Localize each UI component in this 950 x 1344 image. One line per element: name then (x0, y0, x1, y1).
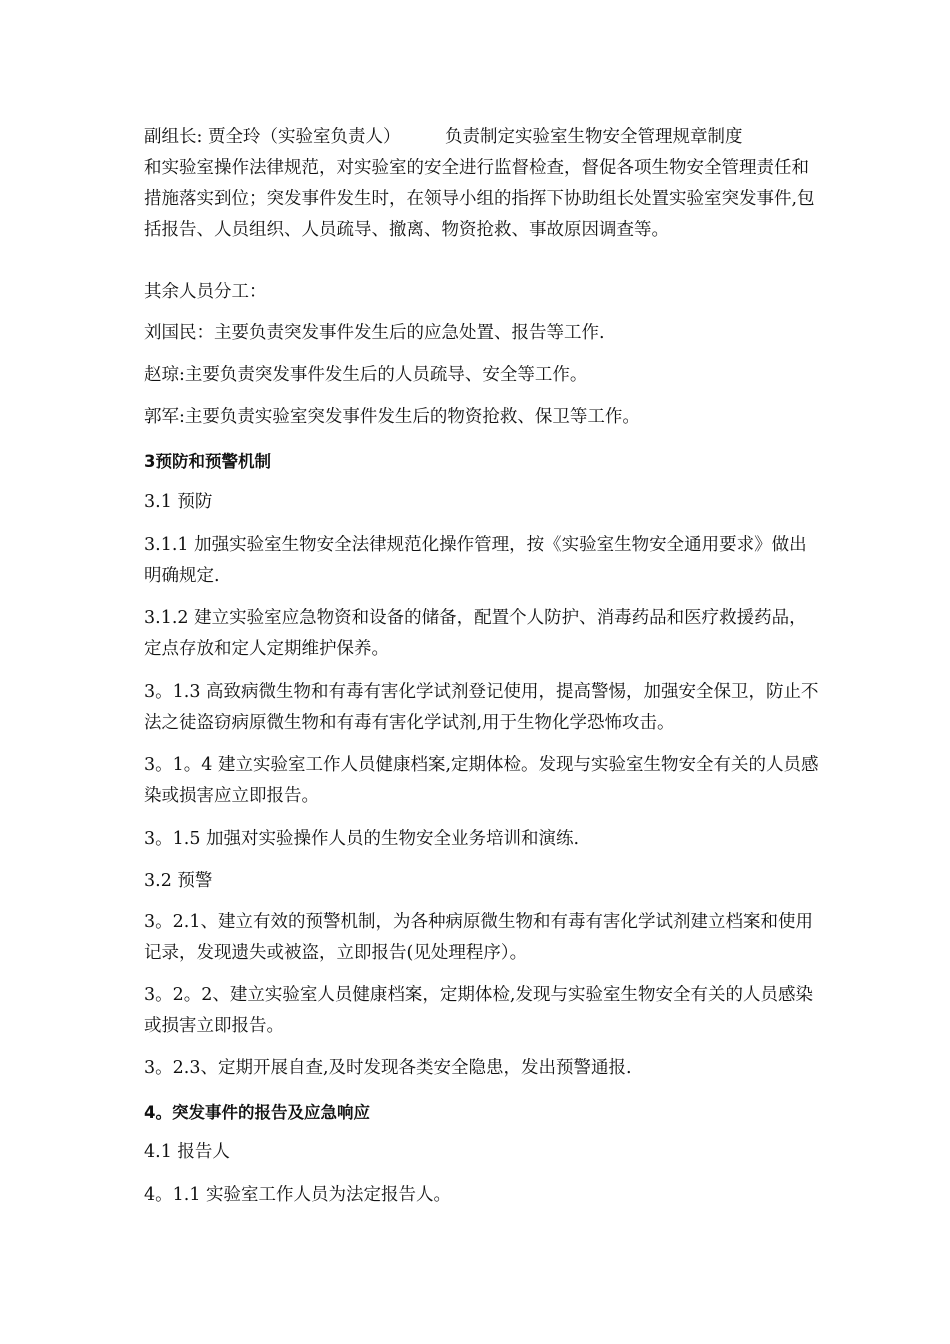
deputy-leader-line: 副组长: 贾全玲（实验室负责人） 负责制定实验室生物安全管理规章制度 (144, 127, 743, 147)
section-3-1-heading: 3.1 预防 (144, 492, 213, 512)
duty-liu: 刘国民：主要负责突发事件发生后的应急处置、报告等工作. (144, 323, 605, 343)
item-3-2-2: 3。2。2、建立实验室人员健康档案，定期体检,发现与实验室生物安全有关的人员感染或损害立即报告。 (144, 985, 813, 1036)
item-3-1-4: 3。1。4 建立实验室工作人员健康档案,定期体检。发现与实验室生物安全有关的人员感染或损害应立即报告。 (144, 755, 819, 806)
item-3-2-3: 3。2.3、定期开展自查,及时发现各类安全隐患，发出预警通报. (144, 1058, 632, 1078)
duty-guo: 郭军:主要负责实验室突发事件发生后的物资抢救、保卫等工作。 (144, 407, 640, 427)
item-4-1-1: 4。1.1 实验室工作人员为法定报告人。 (144, 1185, 452, 1205)
item-3-1-3: 3。1.3 高致病微生物和有毒有害化学试剂登记使用，提高警惕，加强安全保卫，防止不法之徒盗窃病原微生物和有毒有害化学试剂,用于生物化学恐怖攻击。 (144, 682, 819, 733)
section-3-2-heading: 3.2 预警 (144, 871, 213, 891)
section-4-1-heading: 4.1 报告人 (144, 1142, 230, 1162)
item-3-1-2: 3.1.2 建立实验室应急物资和设备的储备，配置个人防护、消毒药品和医疗救援药品，定点存放和定人定期维护保养。 (144, 608, 807, 659)
section-3-heading: 3预防和预警机制 (144, 452, 271, 471)
item-3-1-5: 3。1.5 加强对实验操作人员的生物安全业务培训和演练. (144, 829, 580, 849)
item-3-1-1: 3.1.1 加强实验室生物安全法律规范化操作管理，按《实验室生物安全通用要求》做出明确规定. (144, 535, 807, 586)
others-title: 其余人员分工： (144, 282, 267, 302)
item-3-2-1: 3。2.1、建立有效的预警机制，为各种病原微生物和有毒有害化学试剂建立档案和使用记录，发现遗失或被盗，立即报告(见处理程序）。 (144, 912, 813, 963)
deputy-leader-duties: 和实验室操作法律规范，对实验室的安全进行监督检查，督促各项生物安全管理责任和措施落实到位；突发事件发生时，在领导小组的指挥下协助组长处置实验室突发事件,包括报告、人员组织、人员疏导、撤离、物资抢救、事故原因调查等。 (144, 158, 815, 240)
section-4-heading: 4。突发事件的报告及应急响应 (144, 1103, 370, 1122)
duty-zhao: 赵琼:主要负责突发事件发生后的人员疏导、安全等工作。 (144, 365, 588, 385)
